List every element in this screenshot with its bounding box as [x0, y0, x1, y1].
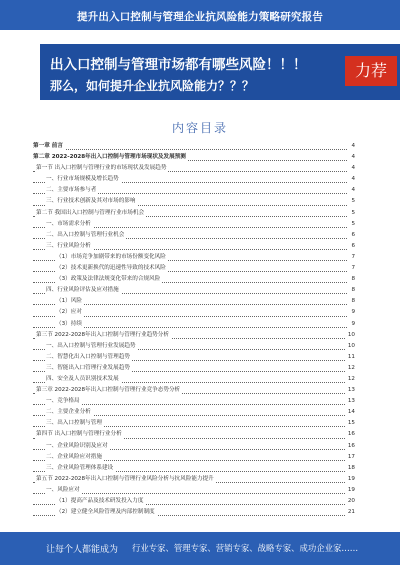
- toc-entry[interactable]: 一、竞争格局 13: [33, 396, 355, 407]
- toc-title: 内容目录: [171, 121, 228, 135]
- toc-entry[interactable]: 第五节 2022-2028年出入口控制与管理行业风险分析与抗风险能力提升 19: [33, 474, 355, 485]
- toc-entry[interactable]: 四、行业风险评估及应对措施 8: [33, 285, 355, 296]
- toc-entry[interactable]: （3）政策及法律法规变化带来的合规风险 8: [33, 274, 355, 285]
- toc-entry[interactable]: 第三章 2022-2028年出入口控制与管理行业竞争态势分析 13: [33, 385, 355, 396]
- report-title: 提升出入口控制与管理企业抗风险能力策略研究报告: [76, 11, 324, 23]
- toc-entry[interactable]: 第二节 我国出入口控制与管理行业市场机会 5: [33, 208, 355, 219]
- toc-entry[interactable]: 三、出入口控制与管理 15: [33, 418, 355, 429]
- toc-entry[interactable]: 二、主要企业分析 14: [33, 407, 355, 418]
- toc-entry[interactable]: （2）技术更新换代的迅速性导致的技术风险 7: [33, 263, 355, 274]
- toc-entry[interactable]: 一、行业市场规模及增长趋势 4: [33, 174, 355, 185]
- toc-entry[interactable]: 一、出入口控制与管理行业发展趋势 10: [33, 341, 355, 352]
- footer-slogan: 让每个人都能成为: [46, 545, 119, 555]
- toc-entry[interactable]: 三、智能出入口管理行业发展趋势 12: [33, 363, 355, 374]
- toc-entry[interactable]: 第一章 前言 4: [33, 141, 355, 152]
- recommend-badge: 力荐: [345, 56, 397, 86]
- toc-entry[interactable]: 一、风险应对 19: [33, 485, 355, 496]
- toc-entry[interactable]: 四、安全及人员识别技术发展 12: [33, 374, 355, 385]
- toc-entry[interactable]: 三、行业技术创新及其对市场的影响 5: [33, 196, 355, 207]
- toc-entry[interactable]: 第四节 出入口控制与管理行业分析 16: [33, 429, 355, 440]
- footer-roles: 行业专家、管理专家、营销专家、战略专家、成功企业家……: [132, 543, 359, 553]
- toc-entry[interactable]: 第一节 出入口控制与管理行业的市场现状及发展趋势 4: [33, 163, 355, 174]
- toc-entry[interactable]: （2）应对 9: [33, 307, 355, 318]
- toc-entry[interactable]: （2）建立健全风险管理及内部控制制度 21: [33, 507, 355, 518]
- toc-entry[interactable]: 第二章 2022-2028年出入口控制与管理市场现状及发展预测 4: [33, 152, 355, 163]
- banner-subheadline: 那么，如何提升企业抗风险能力？？？: [50, 79, 255, 93]
- toc-entry[interactable]: （3）持续 9: [33, 319, 355, 330]
- toc-entry[interactable]: 一、市场需求分析 5: [33, 219, 355, 230]
- toc-entry[interactable]: （1）风险 8: [33, 296, 355, 307]
- toc-entry[interactable]: 二、出入口控制与管理行业机会 6: [33, 230, 355, 241]
- toc-entry[interactable]: （1）提高产品及技术研发投入力度 20: [33, 496, 355, 507]
- toc-entry[interactable]: 二、企业风险应对措施 17: [33, 452, 355, 463]
- toc-entry[interactable]: 第三节 2022-2028年出入口控制与管理行业趋势分析 10: [33, 330, 355, 341]
- table-of-contents: [33, 141, 355, 518]
- toc-entry[interactable]: 三、企业风险管理体系建设 18: [33, 463, 355, 474]
- toc-entry[interactable]: （1）市场竞争加剧带来的市场份额变化风险 7: [33, 252, 355, 263]
- toc-entry[interactable]: 二、智慧化出入口控制与管理趋势 11: [33, 352, 355, 363]
- banner-headline: 出入口控制与管理市场都有哪些风险！！！: [50, 57, 307, 73]
- toc-entry[interactable]: 一、企业风险识别及应对 16: [33, 441, 355, 452]
- toc-entry[interactable]: 三、行业风险分析 6: [33, 241, 355, 252]
- toc-entry[interactable]: 二、主要市场参与者 4: [33, 185, 355, 196]
